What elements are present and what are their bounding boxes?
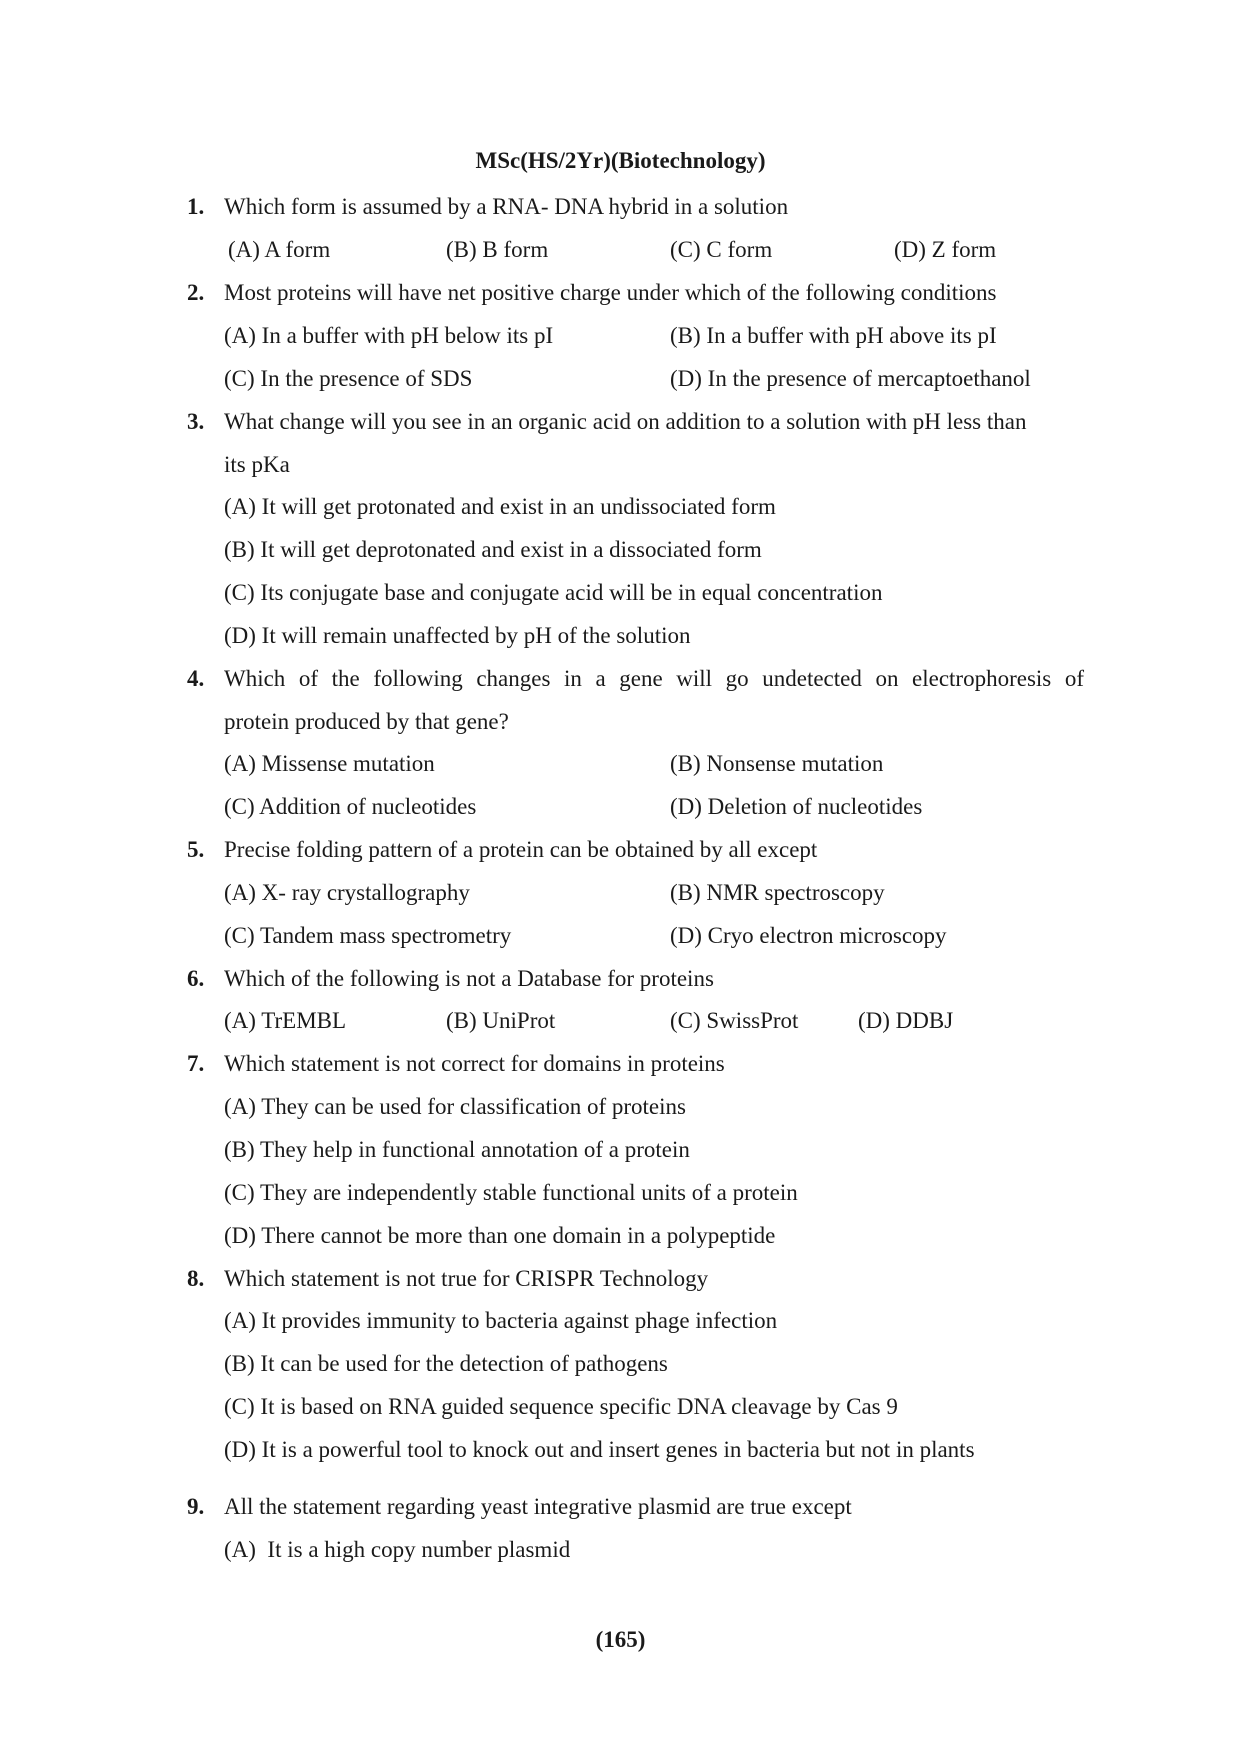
option-b: (B) UniProt	[446, 1008, 556, 1033]
option-c: (C) In the presence of SDS	[224, 366, 473, 391]
option-b: (B) B form	[446, 237, 549, 262]
question-text: Precise folding pattern of a protein can be obtained by all except	[224, 837, 818, 862]
option-c: (C) SwissProt	[670, 1008, 799, 1033]
page-number: (165)	[595, 1627, 646, 1652]
question-number: 6.	[187, 966, 205, 991]
question-text: Which statement is not true for CRISPR Technology	[224, 1266, 709, 1291]
option-a: (A) In a buffer with pH below its pI	[224, 323, 554, 348]
option-a: (A) TrEMBL	[224, 1008, 347, 1033]
option-b: (B) Nonsense mutation	[670, 751, 884, 776]
question-number: 2.	[187, 280, 205, 305]
question-number: 4.	[187, 666, 205, 691]
option-d: (D) There cannot be more than one domain in a polypeptide	[224, 1223, 776, 1248]
question-number: 9.	[187, 1494, 205, 1519]
option-d: (D) Deletion of nucleotides	[670, 794, 923, 819]
option-a: (A) A form	[228, 237, 331, 262]
question-text: Which statement is not correct for domains in proteins	[224, 1051, 725, 1076]
option-b: (B) In a buffer with pH above its pI	[670, 323, 997, 348]
option-a: (A) It will get protonated and exist in an undissociated form	[224, 494, 776, 519]
option-c: (C) Addition of nucleotides	[224, 794, 477, 819]
option-b: (B) NMR spectroscopy	[670, 880, 885, 905]
option-a: (A) It provides immunity to bacteria against phage infection	[224, 1308, 778, 1333]
option-d: (D) In the presence of mercaptoethanol	[670, 366, 1031, 391]
option-d: (D) Z form	[894, 237, 997, 262]
question-text: Most proteins will have net positive charge under which of the following conditions	[224, 280, 997, 305]
question-text-line2: its pKa	[224, 452, 290, 477]
option-a: (A) It is a high copy number plasmid	[224, 1537, 571, 1562]
option-c: (C) Its conjugate base and conjugate acid will be in equal concentration	[224, 580, 883, 605]
option-c: (C) Tandem mass spectrometry	[224, 923, 512, 948]
option-a: (A) They can be used for classification of proteins	[224, 1094, 686, 1119]
option-b: (B) It will get deprotonated and exist in a dissociated form	[224, 537, 762, 562]
question-text-line2: protein produced by that gene?	[224, 709, 509, 734]
option-a: (A) Missense mutation	[224, 751, 435, 776]
option-c: (C) It is based on RNA guided sequence specific DNA cleavage by Cas 9	[224, 1394, 898, 1419]
option-d: (D) It will remain unaffected by pH of the solution	[224, 623, 691, 648]
option-d: (D) DDBJ	[858, 1008, 954, 1033]
question-number: 1.	[187, 194, 205, 219]
question-text-line1: What change will you see in an organic acid on addition to a solution with pH less than	[224, 409, 1027, 434]
question-text-line1: Which of the following changes in a gene will go undetected on electrophoresis of	[224, 666, 1084, 691]
page-title: MSc(HS/2Yr)(Biotechnology)	[475, 148, 766, 173]
option-d: (D) Cryo electron microscopy	[670, 923, 947, 948]
question-number: 3.	[187, 409, 205, 434]
question-number: 5.	[187, 837, 205, 862]
option-c: (C) C form	[670, 237, 773, 262]
option-b: (B) It can be used for the detection of pathogens	[224, 1351, 668, 1376]
option-a: (A) X- ray crystallography	[224, 880, 470, 905]
question-number: 7.	[187, 1051, 205, 1076]
option-b: (B) They help in functional annotation of a protein	[224, 1137, 690, 1162]
question-text: Which form is assumed by a RNA- DNA hybrid in a solution	[224, 194, 789, 219]
question-text: All the statement regarding yeast integrative plasmid are true except	[224, 1494, 852, 1519]
option-d: (D) It is a powerful tool to knock out and insert genes in bacteria but not in plants	[224, 1437, 975, 1462]
question-text: Which of the following is not a Database for proteins	[224, 966, 714, 991]
question-number: 8.	[187, 1266, 205, 1291]
option-c: (C) They are independently stable functional units of a protein	[224, 1180, 798, 1205]
